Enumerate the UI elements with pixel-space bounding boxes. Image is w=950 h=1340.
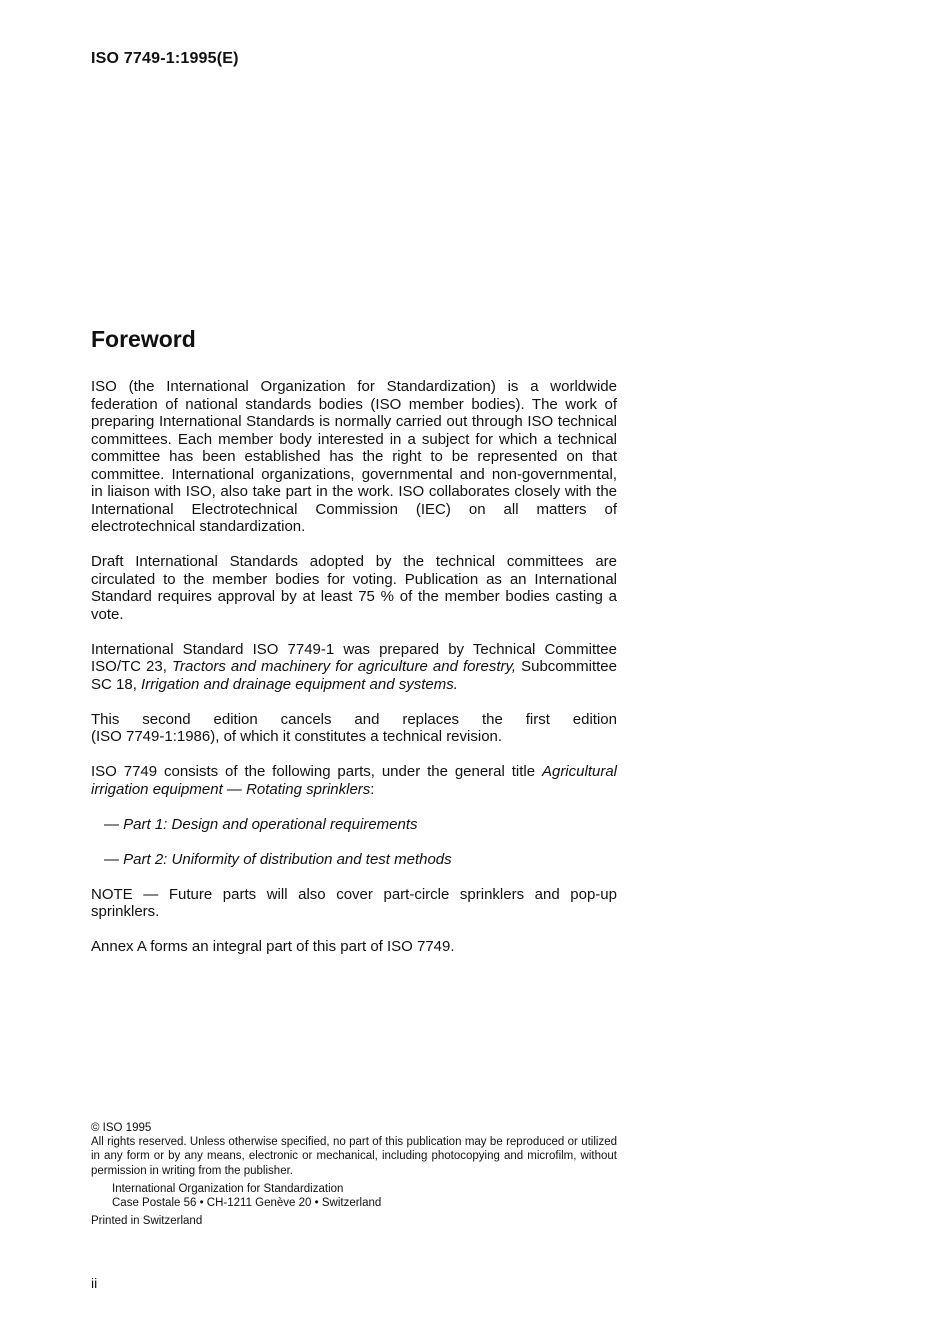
paragraph-3-text-b: Subcommittee SC 18,	[91, 658, 617, 693]
foreword-paragraph-5	[91, 763, 617, 798]
note-paragraph: NOTE — Future parts will also cover part-circle sprinklers and pop-up sprinklers.	[91, 885, 617, 920]
copyright-line: © ISO 1995	[91, 1122, 152, 1134]
organization-name: International Organization for Standardization	[112, 1182, 344, 1195]
rights-statement: All rights reserved. Unless otherwise specified, no part of this publication may be reproduced or utilized in any form or by any means, electronic or mechanical, including photocopying and microfilm, without permission in writing from the publisher.	[91, 1136, 617, 1177]
organization-address: Case Postale 56 • CH-1211 Genève 20 • Switzerland	[112, 1197, 382, 1210]
part-2-item	[104, 851, 617, 869]
foreword-paragraph-1: ISO (the International Organization for Standardization) is a worldwide federation of national standards bodies (ISO member bodies). The work of preparing International Standards is normally carried out through ISO technical committees. Each member body interested in a subject for which a technical committee has been established has the right to be represented on that committee. International organizations, governmental and non-governmental, in liaison with ISO, also take part in the work. ISO collaborates closely with the International Electrotechnical Commission (IEC) on all matters of electrotechnical standardization.	[91, 378, 617, 535]
foreword-paragraph-3	[91, 641, 617, 694]
part-1-label: — Part 1: Design and operational requirements	[104, 815, 418, 833]
paragraph-4-line-1: This second edition cancels and replaces the first edition	[91, 710, 617, 728]
printed-in: Printed in Switzerland	[91, 1215, 203, 1228]
part-1-item	[104, 816, 617, 834]
paragraph-4-line-2: (ISO 7749-1:1986), of which it constitutes a technical revision.	[91, 728, 503, 745]
page-title: Foreword	[91, 326, 196, 352]
paragraph-5-text: ISO 7749 consists of the following parts, under the general title	[91, 763, 542, 780]
copyright-block	[91, 1121, 617, 1228]
page-number: ii	[91, 1275, 98, 1291]
annex-paragraph: Annex A forms an integral part of this part of ISO 7749.	[91, 938, 455, 955]
committee-title: Tractors and machinery for agriculture and forestry,	[171, 658, 517, 675]
foreword-paragraph-4	[91, 711, 617, 746]
subcommittee-title: Irrigation and drainage equipment and systems.	[141, 675, 458, 693]
foreword-paragraph-2: Draft International Standards adopted by the technical committees are circulated to the member bodies for voting. Publication as an International Standard requires approval by at least 75 % of the member bodies casting a vote.	[91, 553, 617, 623]
paragraph-5-end: :	[370, 780, 375, 798]
document-id-header: ISO 7749-1:1995(E)	[91, 50, 239, 67]
part-2-label: — Part 2: Uniformity of distribution and test methods	[104, 850, 452, 868]
foreword-body	[91, 378, 617, 973]
general-title: Agricultural irrigation equipment — Rotating sprinklers	[91, 763, 617, 798]
paragraph-3-text-a: International Standard ISO 7749-1 was prepared by Technical Committee ISO/TC 23,	[91, 640, 617, 675]
